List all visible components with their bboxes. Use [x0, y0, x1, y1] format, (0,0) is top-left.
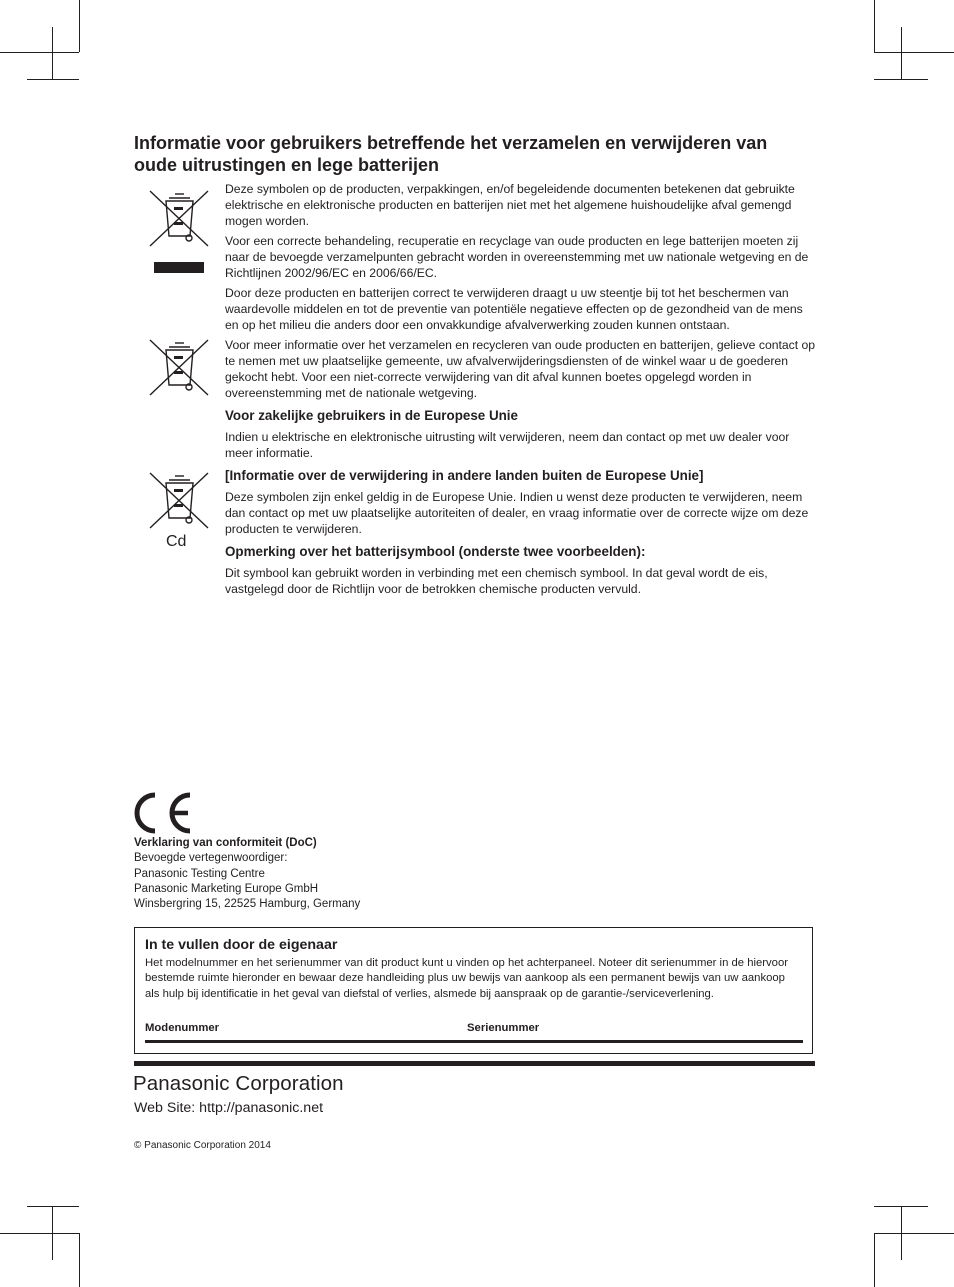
crop-mark — [874, 79, 928, 80]
crop-mark — [79, 1233, 80, 1287]
paragraph-symbols-meaning: Deze symbolen op de producten, verpakkingen, en/of begeleidende documenten betekenen dat gebruikte elektrische en elektronische producten en batterijen niet met het algemene huishoudelijke afval gemengd mogen worden. — [225, 182, 795, 228]
crop-mark — [874, 1233, 875, 1287]
footer-rule — [134, 1061, 815, 1066]
page-title — [134, 132, 824, 176]
crop-mark — [27, 1206, 79, 1207]
owner-record-text: Het modelnummer en het serienummer van dit product kunt u vinden op het achterpaneel. Noteer dit serienummer in de hiervoor bestemde ruimte hieronder en bewaar deze handleiding plus uw bewijs van aankoop als een permanent bewijs van uw aankoop als hulp bij identificatie in het geval van diefstal of verlies, alsmede bij aanspraak op de garantie-/serviceverlening. — [145, 957, 789, 1000]
doc-heading: Verklaring van conformiteit (DoC) — [134, 837, 317, 849]
ce-mark-icon — [132, 791, 194, 835]
crop-mark — [874, 52, 954, 53]
heading-other-countries: [Informatie over de verwijdering in andere landen buiten de Europese Unie] — [225, 468, 704, 483]
website-text: Web Site: http://panasonic.net — [134, 1100, 324, 1116]
brand-logo-text: Panasonic Corporation — [133, 1072, 344, 1095]
paragraph-environment: Door deze producten en batterijen correct te verwijderen draagt u uw steentje bij tot het beschermen van waardevolle middelen en tot de preventie van potentiële negatieve effecten op de gezondheid van de mens en op het milieu die anders door een onvakkundige afvalverwerking zouden kunnen ontstaan. — [225, 286, 803, 332]
crop-mark — [79, 0, 80, 52]
crop-mark — [874, 0, 875, 52]
heading-business-users: Voor zakelijke gebruikers in de Europese Unie — [225, 408, 518, 423]
crossed-out-bin-icon — [148, 337, 210, 397]
crop-mark — [27, 79, 79, 80]
chemical-symbol-label: Cd — [166, 533, 187, 550]
paragraph-other-countries: Deze symbolen zijn enkel geldig in de Europese Unie. Indien u wenst deze producten te verwijderen, neem dan contact op met uw plaatselijke autoriteiten of dealer, en vraag informatie over de correcte wijze om deze producten te verwijderen. — [225, 490, 809, 536]
page-title-line-1: Informatie voor gebruikers betreffende het verzamelen en verwijderen van — [134, 133, 768, 153]
crop-mark — [0, 1233, 79, 1234]
model-number-label: Modenummer — [145, 1022, 220, 1034]
crop-mark — [874, 1206, 928, 1207]
page-title-line-2: oude uitrustingen en lege batterijen — [134, 155, 440, 175]
serial-number-label: Serienummer — [467, 1022, 540, 1034]
owner-record-box — [134, 927, 813, 1054]
fill-in-line — [145, 1040, 803, 1043]
owner-record-title: In te vullen door de eigenaar — [145, 937, 338, 953]
crop-mark — [0, 52, 79, 53]
paragraph-more-info: Voor meer informatie over het verzamelen en recycleren van oude producten en batterijen, gelieve contact op te nemen met uw plaatselijke gemeente, uw afvalverwijderingsdiensten of de winkel waar u de goederen gekocht hebt. Voor een niet-correcte verwijdering van dit afval kunnen boetes opgelegd worden in overeenstemming met de nationale wetgeving. — [225, 338, 816, 400]
crop-mark — [901, 27, 902, 79]
doc-company: Panasonic Marketing Europe GmbH — [134, 882, 319, 895]
crop-mark — [52, 27, 53, 79]
crossed-out-bin-icon — [148, 188, 210, 248]
doc-address: Winsbergring 15, 22525 Hamburg, Germany — [134, 898, 361, 911]
heading-battery-symbol: Opmerking over het batterijsymbool (onderste twee voorbeelden): — [225, 544, 646, 559]
crossed-out-bin-icon — [148, 470, 210, 530]
paragraph-business-users: Indien u elektrische en elektronische uitrusting wilt verwijderen, neem dan contact op met uw dealer voor meer informatie. — [225, 430, 790, 460]
disposal-info-body — [225, 181, 817, 601]
paragraph-battery-symbol: Dit symbool kan gebruikt worden in verbinding met een chemisch symbool. In dat geval wordt de eis, vastgelegd door de Richtlijn voor de betrokken chemische producten vervuld. — [225, 566, 768, 596]
crop-mark — [874, 1233, 954, 1234]
copyright-text: © Panasonic Corporation 2014 — [134, 1140, 271, 1151]
paragraph-collection-points: Voor een correcte behandeling, recuperatie en recyclage van oude producten en lege batterijen moeten zij naar de bevoegde verzamelpunten gebracht worden in overeenstemming met uw nationale wetgeving en de Richtlijnen 2002/96/EC en 2006/66/EC. — [225, 234, 809, 280]
doc-representative-label: Bevoegde vertegenwoordiger: — [134, 852, 288, 865]
separate-collection-bar — [154, 262, 204, 273]
doc-testing-centre: Panasonic Testing Centre — [134, 867, 265, 880]
declaration-of-conformity — [134, 836, 360, 912]
